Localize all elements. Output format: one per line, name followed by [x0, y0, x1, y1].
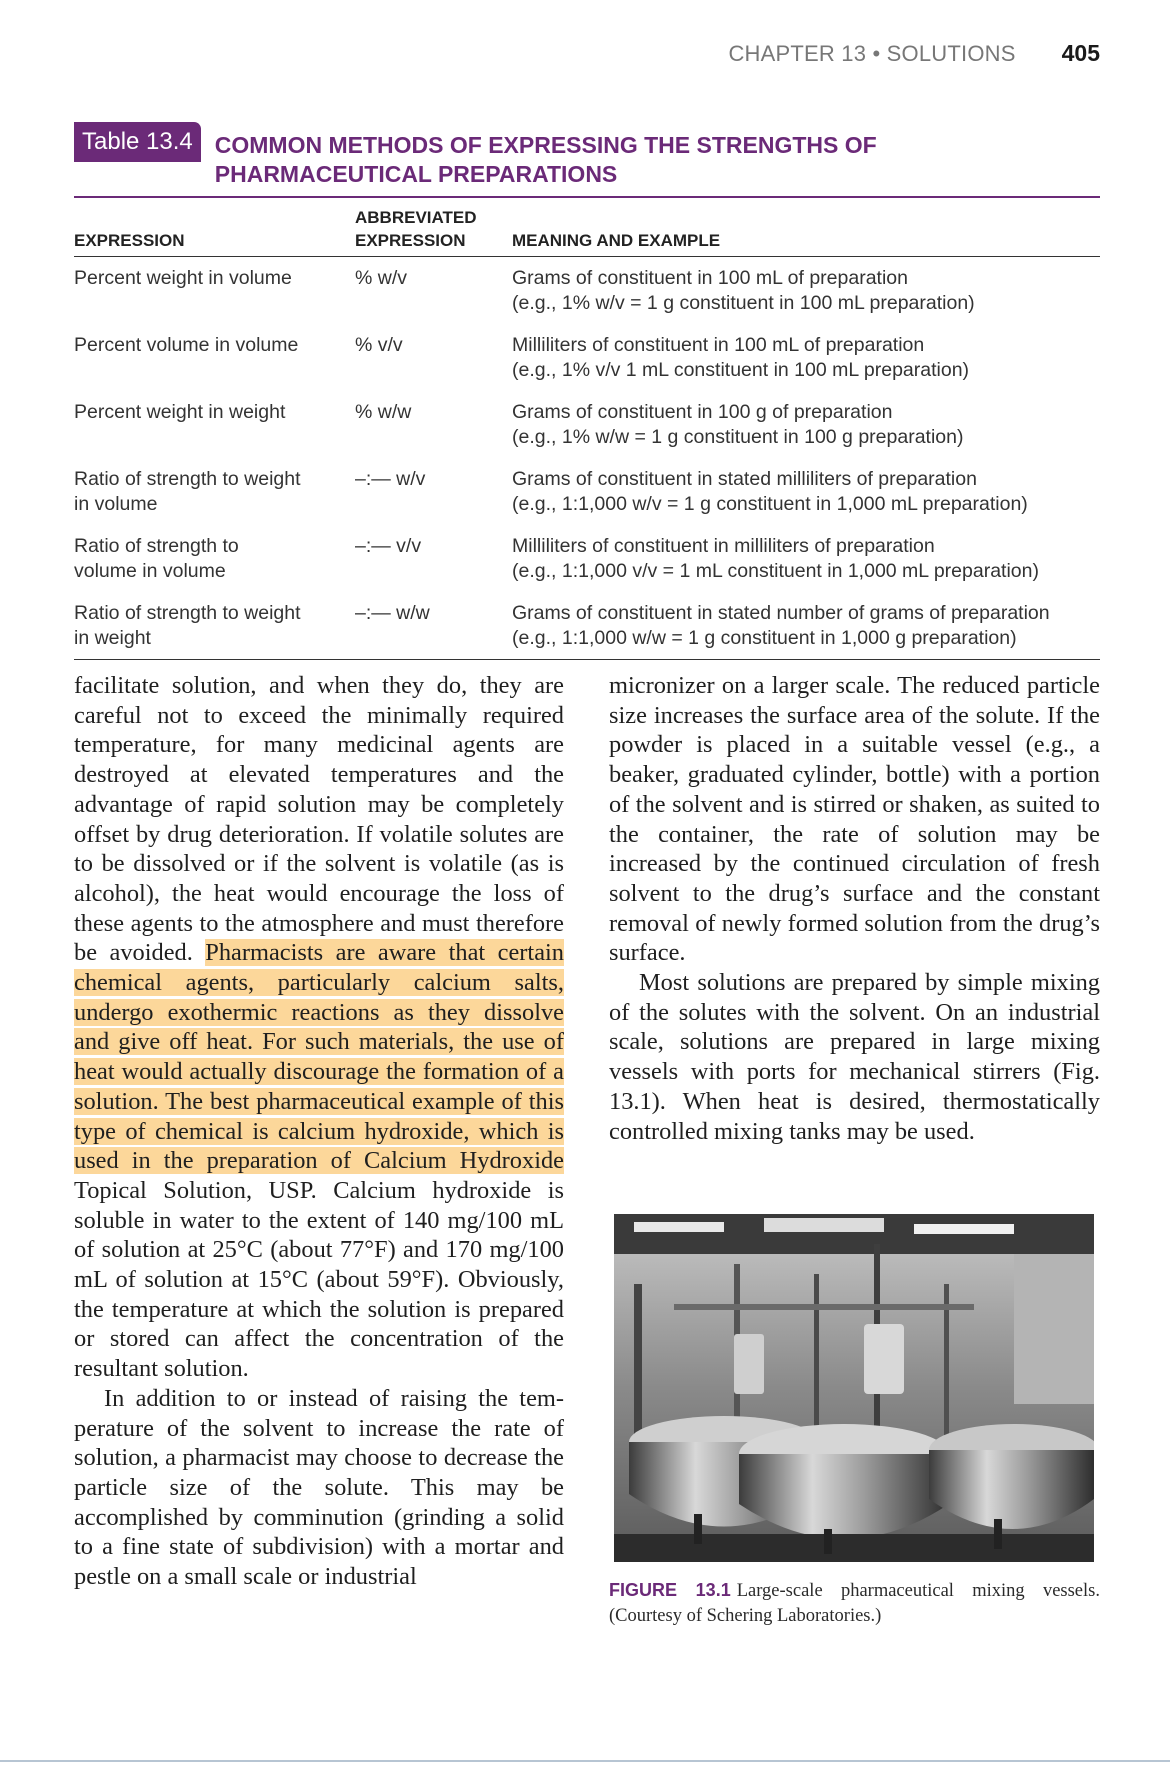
figure-photo-mixing-vessels	[614, 1214, 1094, 1562]
figure-label: FIGURE 13.1	[609, 1580, 731, 1600]
page-number: 405	[1061, 40, 1100, 66]
cell-abbrev: –:— w/v	[355, 468, 426, 490]
table-heading-line2: PHARMACEUTICAL PREPARATIONS	[214, 161, 618, 187]
page-bottom-rule	[0, 1760, 1170, 1762]
cell-abbrev: % v/v	[355, 334, 403, 356]
cell-meaning: Milliliters of constituent in milliliters of preparation (e.g., 1:1,000 v/v = 1 mL constituent in 1,000 mL preparation)	[512, 535, 1039, 582]
body-column-right	[609, 671, 1100, 1146]
cell-abbrev: –:— v/v	[355, 535, 422, 557]
table-header-row	[74, 206, 1100, 257]
strengths-table	[74, 206, 1100, 660]
body-paragraph: facilitate solution, and when they do, they are careful not to exceed the minimally required temperature, for many medicinal agents are destroyed at elevated temperatures and the advantage of rapid solution may be completely offset by drug deterioration. If volatile solutes are to be dissolved or if the solvent is volatile (as is alcohol), the heat would encourage the loss of these agents to the atmosphere and must therefore be avoided. Pharmacists are aware that certain chemical agents, particularly calcium salts, undergo exothermic reactions as they dissolve and give off heat. For such materials, the use of heat would actually discourage the formation of a solution. The best pharmaceutical example of this type of chemical is calcium hydroxide, which is used in the preparation of Calcium Hydroxide Topical Solution, USP. Calcium hydroxide is soluble in water to the extent of 140 mg/100 mL of solution at 25°C (about 77°F) and 170 mg/100 mL of solution at 15°C (about 59°F). Obviously, the temperature at which the solution is prepared or stored can affect the concentration of the resultant solution.	[74, 672, 564, 1383]
table-heading-line1: COMMON METHODS OF EXPRESSING THE STRENGTHS OF	[214, 132, 877, 158]
running-header	[728, 40, 1100, 67]
cell-expression: Ratio of strength to weight in volume	[74, 468, 301, 515]
cell-expression: Ratio of strength to weight in weight	[74, 592, 355, 660]
chapter-title: CHAPTER 13 • SOLUTIONS	[728, 41, 1016, 66]
table-row	[74, 257, 1100, 325]
cell-meaning: Grams of constituent in 100 mL of preparation (e.g., 1% w/v = 1 g constituent in 100 mL preparation)	[512, 267, 975, 314]
table-row	[74, 324, 1100, 391]
cell-abbrev: % w/w	[355, 401, 412, 423]
cell-expression: Percent weight in weight	[74, 401, 286, 423]
table-heading	[215, 122, 975, 189]
figure-caption-text: Large-scale pharmaceutical mixing vessels. (Courtesy of Schering Laboratories.)	[609, 1581, 1100, 1626]
cell-abbrev: % w/v	[355, 267, 408, 289]
table-top-rule	[74, 196, 1100, 198]
cell-expression: Ratio of strength to volume in volume	[74, 535, 239, 582]
body-paragraph: In addition to or instead of raising the temperature of the solvent to increase the rate of solution, a pharmacist may choose to decrease the particle size of the solute. This may be accomplished by comminution (grinding a solid to a fine state of subdivision) with a mortar and pestle on a small scale or industrial	[74, 1384, 564, 1591]
table-number-tag: Table 13.4	[74, 122, 201, 162]
table-row	[74, 525, 1100, 592]
table-row	[74, 391, 1100, 458]
highlighted-passage: Pharmacists are aware that certain chemical agents, particularly calcium salts, undergo exothermic reactions as they dissolve and give off heat. For such materials, the use of heat would actually discourage the formation of a solution. The best pharmaceutical example of this type of chemical is calcium hydroxide, which is used in the preparation of Calcium Hydroxide	[74, 939, 564, 1175]
body-paragraph: Most solutions are prepared by simple mixing of the solutes with the solvent. On an industrial scale, solutions are prepared in large mixing vessels with ports for mechanical stirrers (Fig. 13.1). When heat is desired, thermostatically controlled mixing tanks may be used.	[609, 969, 1100, 1145]
table-title	[74, 122, 1100, 189]
table-row	[74, 592, 1100, 660]
column-header-meaning: MEANING AND EXAMPLE	[512, 206, 1100, 257]
cell-abbrev: –:— w/w	[355, 592, 512, 660]
cell-meaning: Milliliters of constituent in 100 mL of preparation (e.g., 1% v/v 1 mL constituent in 100 mL preparation)	[512, 334, 970, 381]
column-header-abbreviated: ABBREVIATED EXPRESSION	[355, 206, 512, 257]
cell-expression: Percent volume in volume	[74, 334, 299, 356]
cell-meaning: Grams of constituent in 100 g of preparation (e.g., 1% w/w = 1 g constituent in 100 g preparation)	[512, 401, 964, 448]
cell-meaning: Grams of constituent in stated milliliters of preparation (e.g., 1:1,000 w/v = 1 g constituent in 1,000 mL preparation)	[512, 468, 1028, 515]
cell-expression: Percent weight in volume	[74, 267, 292, 289]
cell-meaning: Grams of constituent in stated number of grams of preparation (e.g., 1:1,000 w/w = 1 g constituent in 1,000 g preparation)	[512, 592, 1100, 660]
table-row	[74, 458, 1100, 525]
column-header-expression: EXPRESSION	[74, 206, 355, 257]
body-column-left	[74, 671, 564, 1592]
figure-caption	[609, 1578, 1100, 1629]
body-paragraph: micronizer on a larger scale. The reduced particle size increases the surface area of the solute. If the powder is placed in a suitable vessel (e.g., a beaker, graduated cylinder, bottle) with a portion of the solvent and is stirred or shaken, as suited to the container, the rate of solution may be increased by the continued circulation of fresh solvent to the drug’s surface and the constant removal of newly formed solution from the drug’s surface.	[609, 672, 1100, 967]
